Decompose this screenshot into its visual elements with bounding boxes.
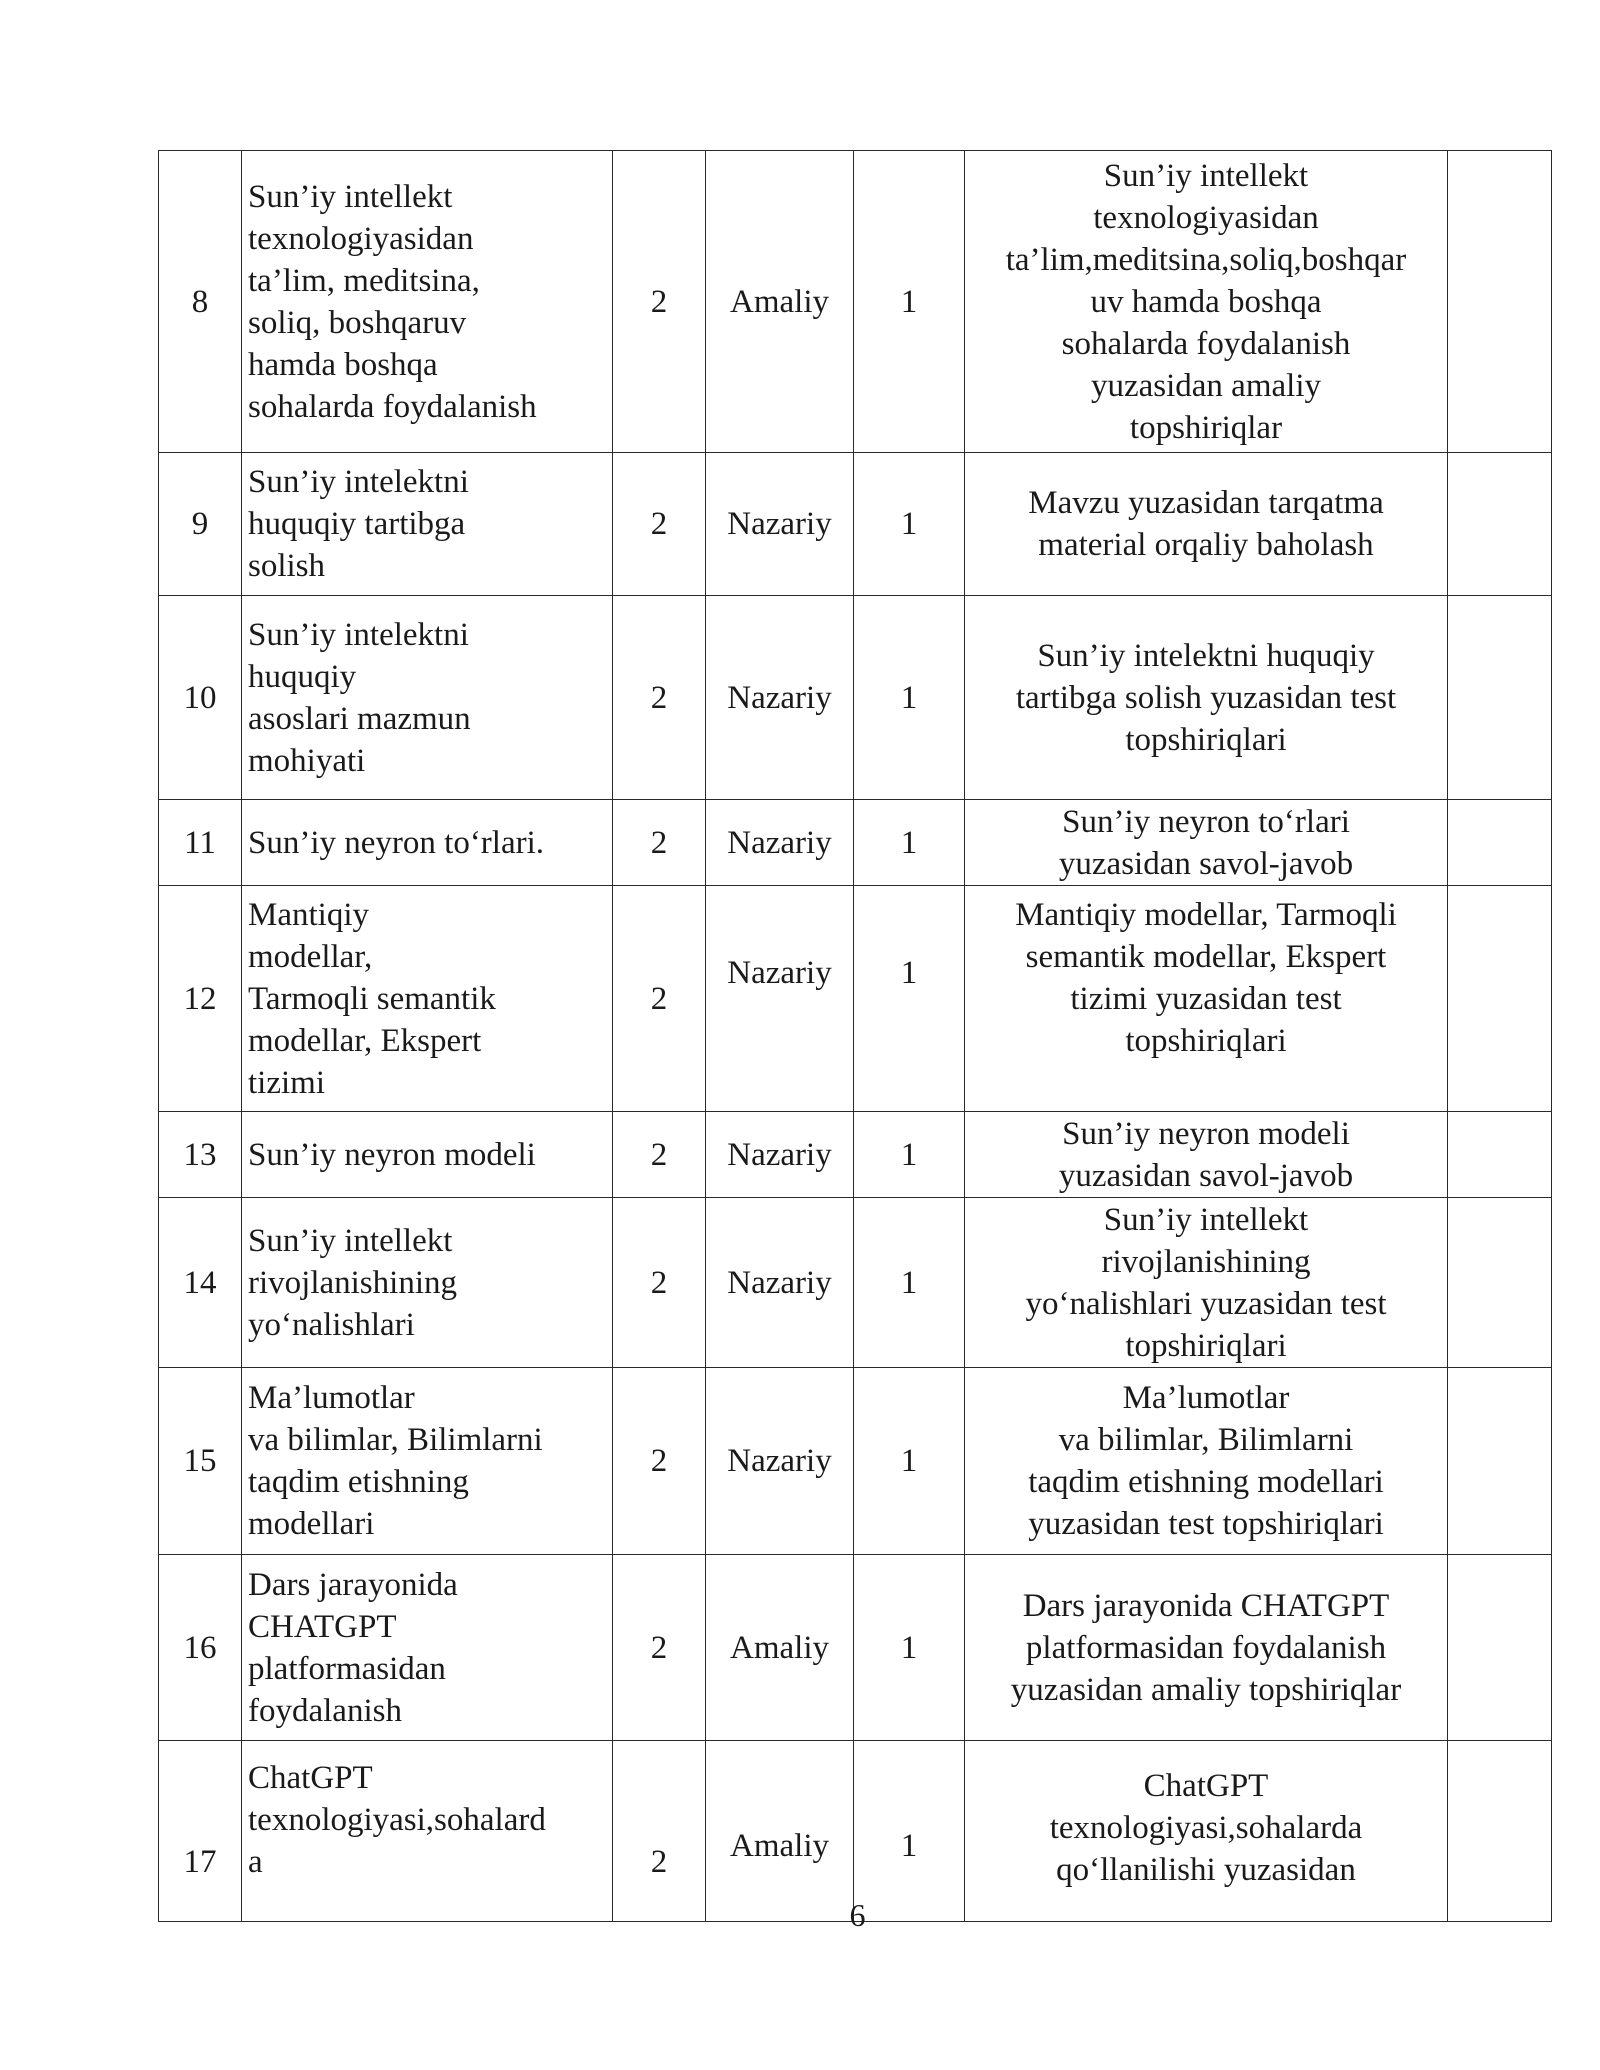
week-cell: 1 xyxy=(854,1555,965,1741)
topic-cell: Sun’iy intelektni huquqiy tartibga solish xyxy=(242,453,613,596)
hours-cell: 2 xyxy=(613,151,706,453)
topic-cell: Sun’iy intellekt texnologiyasidan ta’lim, meditsina, soliq, boshqaruv hamda boshqa sohalarda foydalanish xyxy=(242,151,613,453)
lesson-type-cell: Amaliy xyxy=(706,1741,854,1922)
row-number: 14 xyxy=(159,1198,242,1368)
row-number: 11 xyxy=(159,800,242,886)
lesson-type-cell: Nazariy xyxy=(706,1368,854,1555)
lesson-type-cell: Amaliy xyxy=(706,1555,854,1741)
empty-cell xyxy=(1448,886,1552,1112)
topic-cell: ChatGPT texnologiyasi,sohalard a xyxy=(242,1741,613,1922)
table-row xyxy=(159,1555,1552,1741)
lesson-type-cell: Nazariy xyxy=(706,453,854,596)
lesson-type-cell: Nazariy xyxy=(706,1112,854,1198)
assessment-cell: Ma’lumotlar va bilimlar, Bilimlarni taqdim etishning modellari yuzasidan test topshiriqlari xyxy=(965,1368,1448,1555)
hours-cell: 2 xyxy=(613,1368,706,1555)
week-cell: 1 xyxy=(854,1741,965,1922)
topic-cell: Mantiqiy modellar, Tarmoqli semantik modellar, Ekspert tizimi xyxy=(242,886,613,1112)
assessment-cell: Mantiqiy modellar, Tarmoqli semantik modellar, Ekspert tizimi yuzasidan test topshiriqlari xyxy=(965,886,1448,1112)
week-cell: 1 xyxy=(854,1112,965,1198)
table-row xyxy=(159,151,1552,453)
row-number: 9 xyxy=(159,453,242,596)
table-row xyxy=(159,453,1552,596)
hours-cell: 2 xyxy=(613,453,706,596)
assessment-cell: Sun’iy intellekt texnologiyasidan ta’lim,meditsina,soliq,boshqar uv hamda boshqa sohalarda foydalanish yuzasidan amaliy topshiriqlar xyxy=(965,151,1448,453)
week-cell: 1 xyxy=(854,453,965,596)
table-row xyxy=(159,886,1552,1112)
assessment-cell: Sun’iy intellekt rivojlanishining yo‘nalishlari yuzasidan test topshiriqlari xyxy=(965,1198,1448,1368)
week-cell: 1 xyxy=(854,151,965,453)
topic-cell: Sun’iy intelektni huquqiy asoslari mazmun mohiyati xyxy=(242,596,613,800)
topic-cell: Sun’iy intellekt rivojlanishining yo‘nalishlari xyxy=(242,1198,613,1368)
row-number: 8 xyxy=(159,151,242,453)
lesson-type-cell: Nazariy xyxy=(706,886,854,1112)
topic-cell: Sun’iy neyron to‘rlari. xyxy=(242,800,613,886)
page-number: 6 xyxy=(849,1897,866,1933)
table-row xyxy=(159,596,1552,800)
empty-cell xyxy=(1448,151,1552,453)
lesson-type-cell: Nazariy xyxy=(706,800,854,886)
assessment-cell: Sun’iy neyron to‘rlari yuzasidan savol-javob xyxy=(965,800,1448,886)
topic-cell: Sun’iy neyron modeli xyxy=(242,1112,613,1198)
assessment-cell: Dars jarayonida CHATGPT platformasidan foydalanish yuzasidan amaliy topshiriqlar xyxy=(965,1555,1448,1741)
lesson-type-cell: Nazariy xyxy=(706,1198,854,1368)
lesson-type-cell: Amaliy xyxy=(706,151,854,453)
hours-cell: 2 xyxy=(613,886,706,1112)
empty-cell xyxy=(1448,1198,1552,1368)
week-cell: 1 xyxy=(854,1368,965,1555)
assessment-cell: Sun’iy neyron modeli yuzasidan savol-javob xyxy=(965,1112,1448,1198)
assessment-cell: Sun’iy intelektni huquqiy tartibga solish yuzasidan test topshiriqlari xyxy=(965,596,1448,800)
assessment-cell: ChatGPT texnologiyasi,sohalarda qo‘llanilishi yuzasidan xyxy=(965,1741,1448,1922)
lesson-type-cell: Nazariy xyxy=(706,596,854,800)
week-cell: 1 xyxy=(854,800,965,886)
table-row xyxy=(159,1368,1552,1555)
topic-cell: Ma’lumotlar va bilimlar, Bilimlarni taqdim etishning modellari xyxy=(242,1368,613,1555)
empty-cell xyxy=(1448,1368,1552,1555)
table-row xyxy=(159,1741,1552,1922)
table-body xyxy=(159,151,1552,1922)
empty-cell xyxy=(1448,1112,1552,1198)
week-cell: 1 xyxy=(854,1198,965,1368)
assessment-cell: Mavzu yuzasidan tarqatma material orqaliy baholash xyxy=(965,453,1448,596)
hours-cell: 2 xyxy=(613,596,706,800)
hours-cell: 2 xyxy=(613,800,706,886)
empty-cell xyxy=(1448,1741,1552,1922)
topic-cell: Dars jarayonida CHATGPT platformasidan foydalanish xyxy=(242,1555,613,1741)
row-number: 17 xyxy=(159,1741,242,1922)
row-number: 16 xyxy=(159,1555,242,1741)
empty-cell xyxy=(1448,453,1552,596)
empty-cell xyxy=(1448,1555,1552,1741)
table-row xyxy=(159,1198,1552,1368)
week-cell: 1 xyxy=(854,596,965,800)
row-number: 12 xyxy=(159,886,242,1112)
table-row xyxy=(159,800,1552,886)
curriculum-table xyxy=(158,150,1552,1922)
hours-cell: 2 xyxy=(613,1555,706,1741)
hours-cell: 2 xyxy=(613,1741,706,1922)
row-number: 15 xyxy=(159,1368,242,1555)
week-cell: 1 xyxy=(854,886,965,1112)
empty-cell xyxy=(1448,596,1552,800)
table-row xyxy=(159,1112,1552,1198)
row-number: 10 xyxy=(159,596,242,800)
hours-cell: 2 xyxy=(613,1112,706,1198)
row-number: 13 xyxy=(159,1112,242,1198)
hours-cell: 2 xyxy=(613,1198,706,1368)
empty-cell xyxy=(1448,800,1552,886)
